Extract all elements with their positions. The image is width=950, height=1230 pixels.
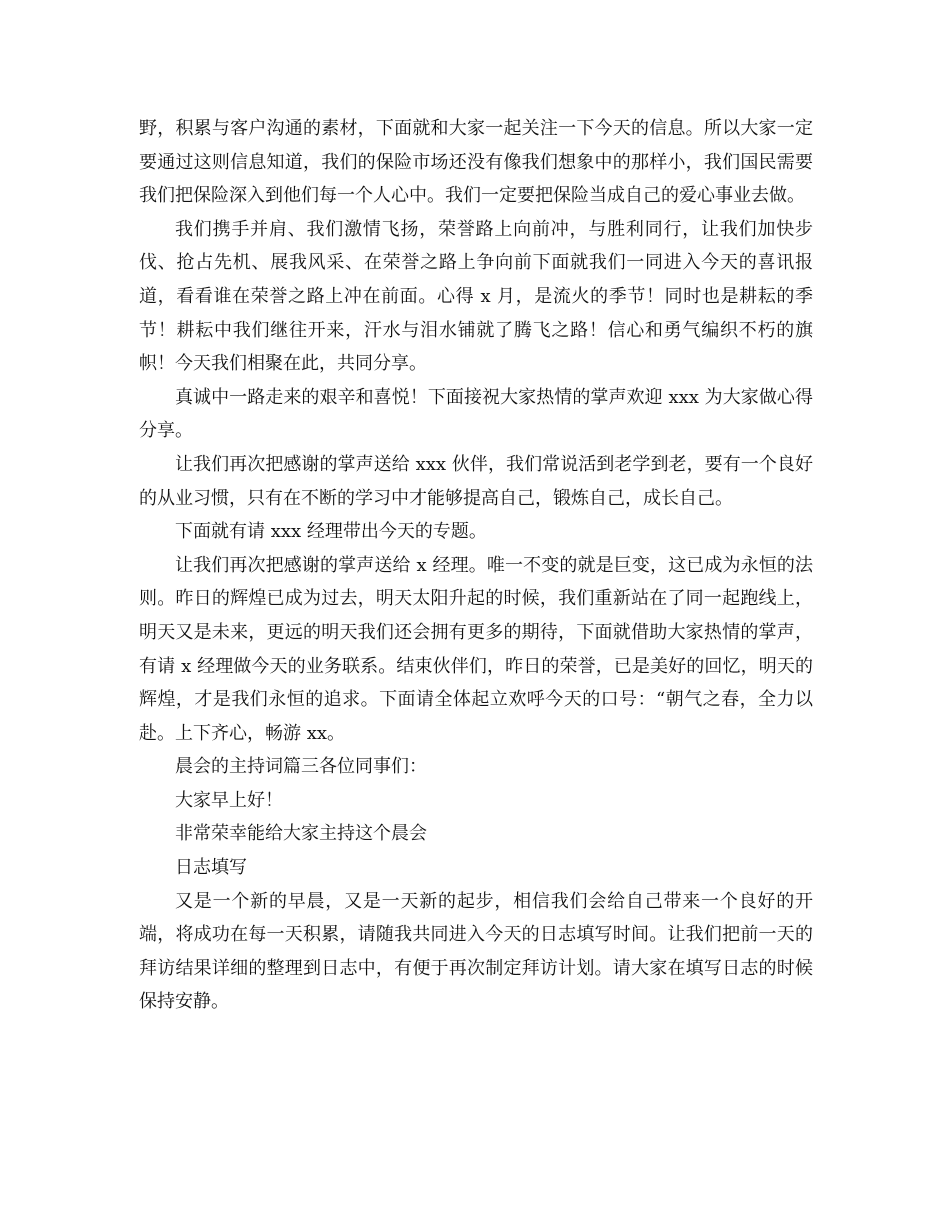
document-body xyxy=(139,112,813,1019)
paragraph: 又是一个新的早晨，又是一天新的起步，相信我们会给自己带来一个良好的开端，将成功在每一天积累，请随我共同进入今天的日志填写时间。让我们把前一天的拜访结果详细的整理到日志中，有便于再次制定拜访计划。请大家在填写日志的时候保持安静。 xyxy=(139,890,813,1013)
paragraph: 下面就有请 xxx 经理带出今天的专题。 xyxy=(175,521,487,543)
paragraph: 野，积累与客户沟通的素材，下面就和大家一起关注一下今天的信息。所以大家一定要通过这则信息知道，我们的保险市场还没有像我们想象中的那样小，我们国民需要我们把保险深入到他们每一个人心中。我们一定要把保险当成自己的爱心事业去做。 xyxy=(139,118,813,207)
paragraph: 非常荣幸能给大家主持这个晨会 xyxy=(175,823,427,845)
subheading-line: 日志填写 xyxy=(175,857,247,879)
paragraph: 让我们再次把感谢的掌声送给 xxx 伙伴，我们常说活到老学到老，要有一个良好的从业习惯，只有在不断的学习中才能够提高自己，锻炼自己，成长自己。 xyxy=(139,453,813,509)
greeting-line: 大家早上好！ xyxy=(175,789,283,811)
paragraph: 让我们再次把感谢的掌声送给 x 经理。唯一不变的就是巨变，这已成为永恒的法则。昨日的辉煌已成为过去，明天太阳升起的时候，我们重新站在了同一起跑线上，明天又是未来，更远的明天我们还会拥有更多的期待，下面就借助大家热情的掌声，有请 x 经理做今天的业务联系。结束伙伴们，昨日的荣誉，已是美好的回忆，明天的辉煌，才是我们永恒的追求。下面请全体起立欢呼今天的口号：“朝气之春，全力以赴。上下齐心，畅游 xx。 xyxy=(139,554,813,744)
paragraph: 真诚中一路走来的艰辛和喜悦！下面接祝大家热情的掌声欢迎 xxx 为大家做心得分享。 xyxy=(139,386,813,442)
paragraph: 我们携手并肩、我们激情飞扬，荣誉路上向前冲，与胜利同行，让我们加快步伐、抢占先机、展我风采、在荣誉之路上争向前下面就我们一同进入今天的喜讯报道，看看谁在荣誉之路上冲在前面。心得 x 月，是流火的季节！同时也是耕耘的季节！耕耘中我们继往开来，汗水与泪水铺就了腾飞之路！信心和勇气编织不朽的旗帜！今天我们相聚在此，共同分享。 xyxy=(139,218,813,375)
section-heading-line: 晨会的主持词篇三各位同事们： xyxy=(175,756,427,778)
